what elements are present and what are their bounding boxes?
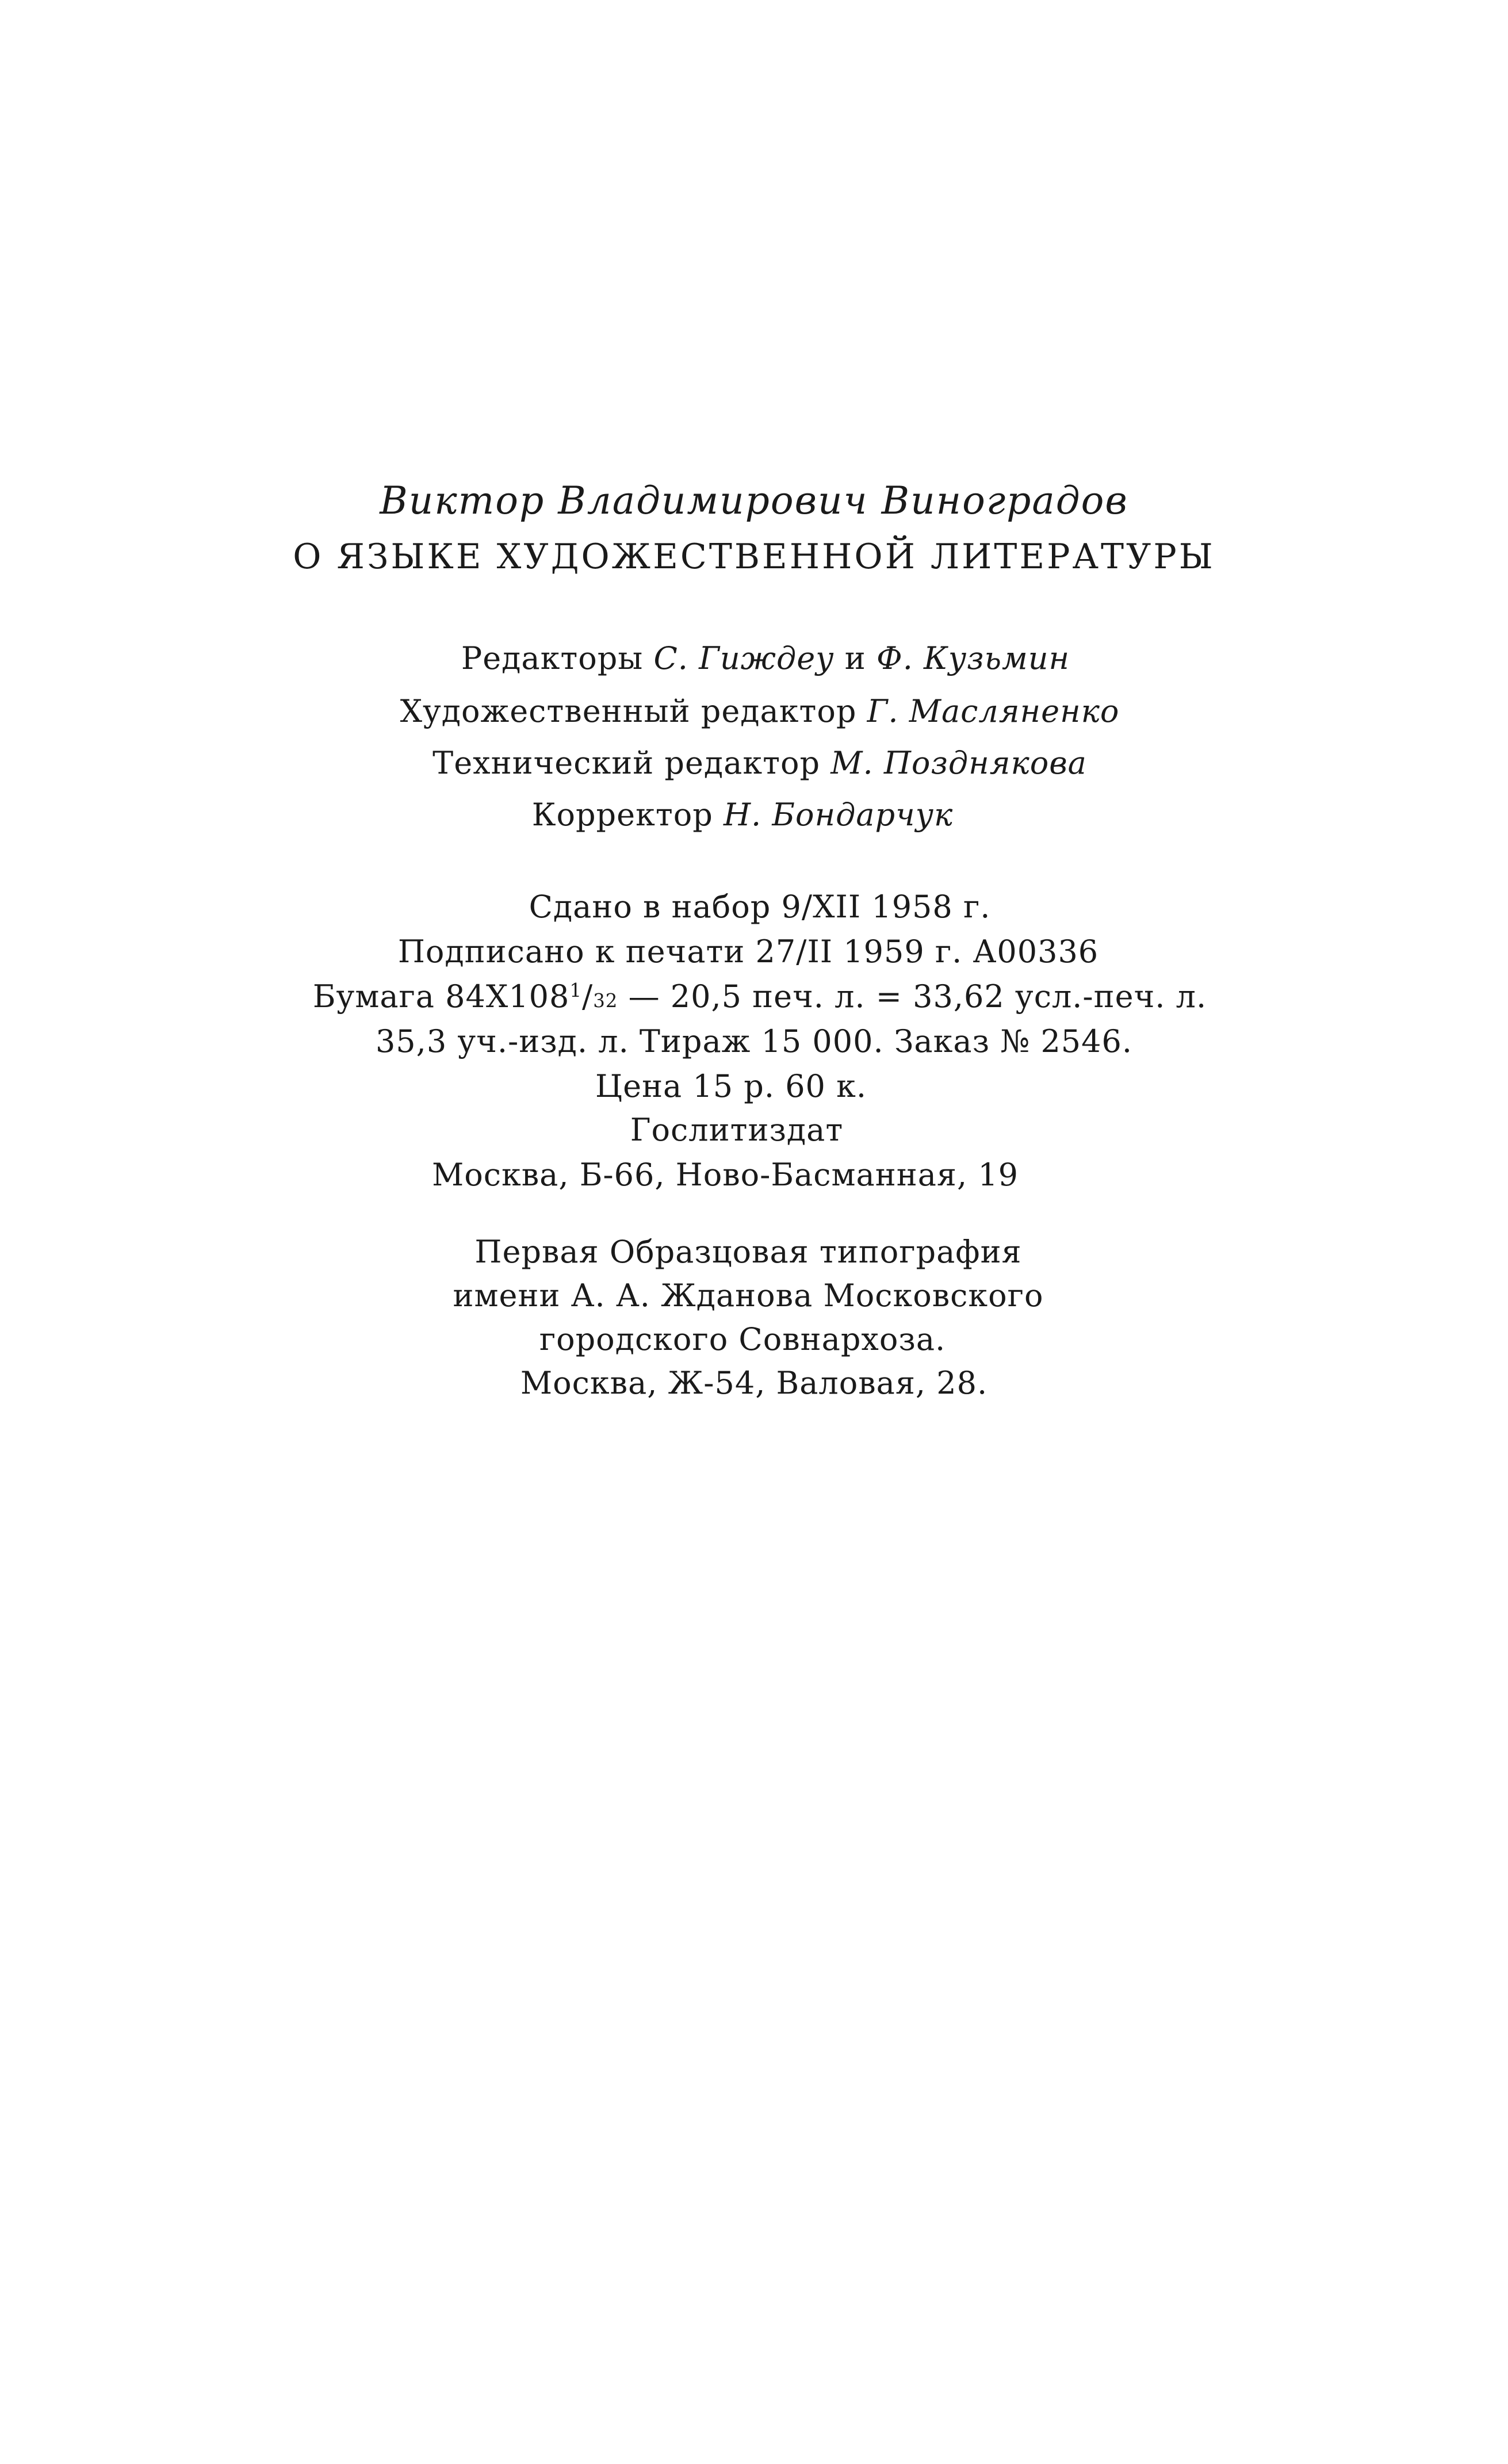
print-run: 35,3 уч.-изд. л. Тираж 15 000. Заказ № 2546. bbox=[375, 1023, 1133, 1059]
editors-label: Редакторы bbox=[461, 640, 654, 676]
paper-format-suffix: — 20,5 печ. л. = 33,62 усл.-печ. л. bbox=[618, 978, 1207, 1015]
tech-editor-line bbox=[6, 745, 1508, 781]
paper-fraction-numerator: 1 bbox=[569, 980, 582, 1002]
book-title: О ЯЗЫКЕ ХУДОЖЕСТВЕННОЙ ЛИТЕРАТУРЫ bbox=[293, 537, 1215, 577]
art-editor-name: Г. Масляненко bbox=[867, 693, 1120, 729]
publisher-address: Москва, Б-66, Ново-Басманная, 19 bbox=[431, 1157, 1019, 1193]
tech-editor-label: Технический редактор bbox=[433, 745, 831, 781]
paper-fraction-separator: / bbox=[582, 978, 594, 1015]
printer-line-3: городского Совнархоза. bbox=[539, 1321, 946, 1357]
signed-date: Подписано к печати 27/II 1959 г. А00336 bbox=[397, 933, 1099, 970]
typeset-date: Сдано в набор 9/XII 1958 г. bbox=[529, 889, 991, 925]
editor-1: С. Гиждеу bbox=[653, 640, 835, 676]
editors-conjunction: и bbox=[834, 640, 877, 676]
paper-format bbox=[6, 978, 1508, 1015]
art-editor-line bbox=[6, 693, 1508, 729]
art-editor-label: Художественный редактор bbox=[400, 693, 867, 729]
editor-2: Ф. Кузьмин bbox=[876, 640, 1070, 676]
author-name: Виктор Владимирович Виноградов bbox=[380, 479, 1128, 523]
proofreader-label: Корректор bbox=[531, 797, 724, 833]
paper-format-prefix: Бумага 84Х108 bbox=[312, 978, 570, 1015]
printer-line-1: Первая Образцовая типография bbox=[474, 1234, 1022, 1270]
proofreader-name: Н. Бондарчук bbox=[723, 797, 954, 833]
publisher-name: Гослитиздат bbox=[630, 1112, 844, 1148]
printer-line-2: имени А. А. Жданова Московского bbox=[453, 1277, 1044, 1314]
proofreader-line bbox=[0, 799, 1496, 831]
editors-line bbox=[12, 640, 1508, 676]
price: Цена 15 р. 60 к. bbox=[595, 1068, 867, 1104]
paper-fraction-denominator: 32 bbox=[593, 990, 618, 1012]
printer-line-4: Москва, Ж-54, Валовая, 28. bbox=[520, 1365, 988, 1401]
tech-editor-name: М. Позднякова bbox=[830, 745, 1087, 781]
